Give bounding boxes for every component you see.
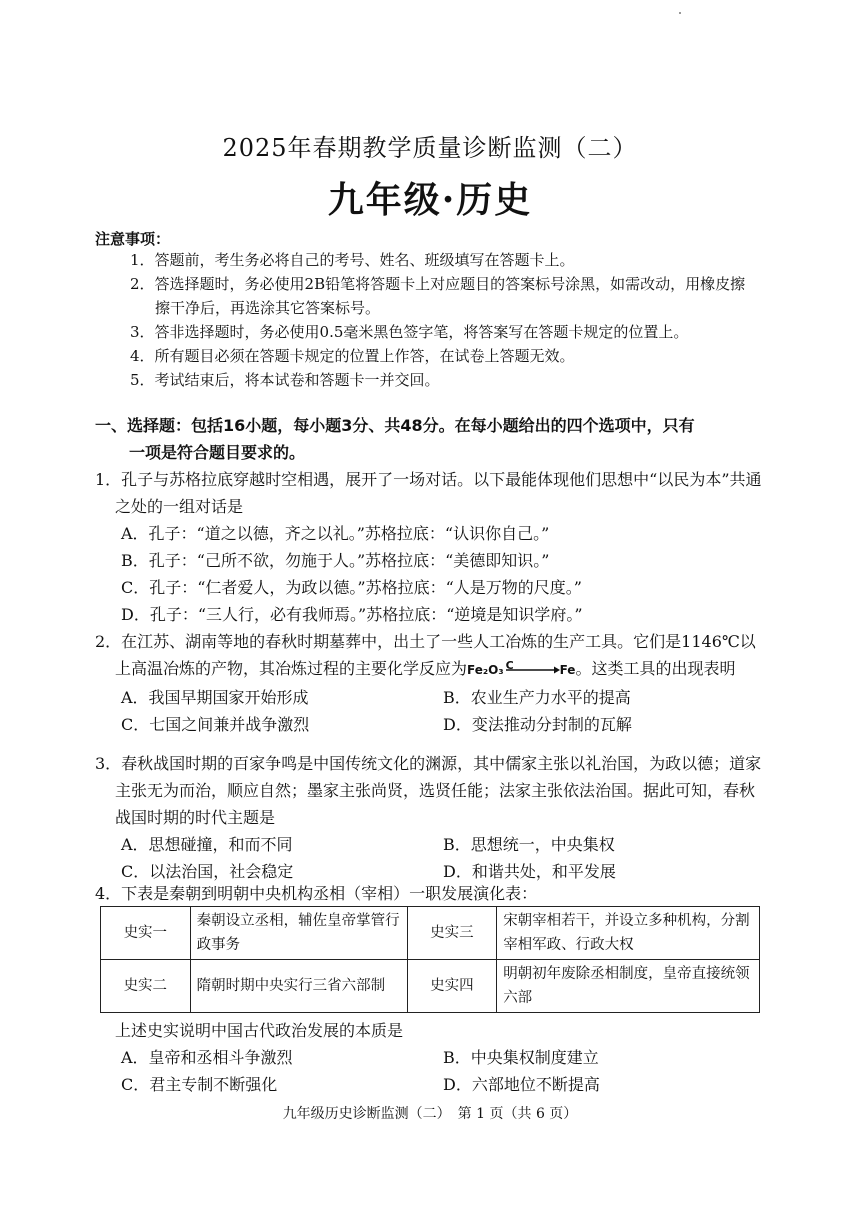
- table-cell: 隋朝时期中央实行三省六部制: [190, 960, 407, 1013]
- table-cell: 秦朝设立丞相，辅佐皇帝掌管行政事务: [190, 907, 407, 960]
- notice-heading: 注意事项：: [95, 230, 171, 248]
- option-a: A．皇帝和丞相斗争激烈: [121, 1048, 293, 1067]
- question-stem: 1．孔子与苏格拉底穿越时空相遇，展开了一场对话。以下最能体现他们思想中“以民为本”共通之处的一组对话是: [95, 470, 762, 516]
- question-followup: 上述史实说明中国古代政治发展的本质是: [115, 1021, 404, 1040]
- history-table: [100, 906, 760, 1013]
- option-b: B．中央集权制度建立: [443, 1048, 599, 1067]
- notice-item: 5．考试结束后，将本试卷和答题卡一并交回。: [130, 371, 440, 389]
- question-1: [95, 466, 765, 628]
- option-c: C．君主专制不断强化: [121, 1075, 278, 1094]
- option-b: B．农业生产力水平的提高: [443, 688, 631, 707]
- reaction-arrow-icon: C: [504, 660, 560, 676]
- notice-item: 2．答选择题时，务必使用2B铅笔将答题卡上对应题目的答案标号涂黑，如需改动，用橡皮擦擦干净后，再选涂其它答案标号。: [130, 275, 746, 317]
- notice-list: [130, 248, 760, 392]
- question-stem: 3．春秋战国时期的百家争鸣是中国传统文化的渊源，其中儒家主张以礼治国，为政以德；道家主张无为而治，顺应自然；墨家主张尚贤，选贤任能；法家主张依法治国。据此可知，春秋战国时期的时代主题是: [95, 754, 762, 827]
- question-stem: 2．在江苏、湖南等地的春秋时期墓葬中，出土了一些人工冶炼的生产工具。它们是1146℃以上高温冶炼的产物，其冶炼过程的主要化学反应为Fe₂O₃ C Fe。这类工具的出现表明: [95, 632, 756, 678]
- exam-subject: 九年级·历史: [327, 179, 533, 221]
- option-a: A．我国早期国家开始形成: [121, 688, 309, 707]
- notice-item: 4．所有题目必须在答题卡规定的位置上作答，在试卷上答题无效。: [130, 347, 575, 365]
- table-row: [101, 907, 760, 960]
- option-a: A．孔子：“道之以德，齐之以礼。”苏格拉底：“认识你自己。”: [121, 524, 550, 543]
- question-2: [95, 628, 765, 738]
- table-cell: 史实三: [407, 907, 497, 960]
- option-d: D．六部地位不断提高: [443, 1075, 600, 1094]
- question-4: [95, 880, 765, 907]
- option-c: C．以法治国，社会稳定: [121, 862, 294, 881]
- option-b: B．思想统一，中央集权: [443, 835, 615, 854]
- table-cell: 宋朝宰相若干，并设立多种机构，分割宰相军政、行政大权: [497, 907, 760, 960]
- question-4-options: [95, 1017, 765, 1098]
- option-d: D．孔子：“三人行，必有我师焉。”苏格拉底：“逆境是知识学府。”: [121, 605, 583, 624]
- table-cell: 明朝初年废除丞相制度，皇帝直接统领六部: [497, 960, 760, 1013]
- question-3: [95, 750, 765, 885]
- question-stem: 4．下表是秦朝到明朝中央机构丞相（宰相）一职发展演化表：: [95, 884, 538, 903]
- scan-speck: [679, 12, 681, 14]
- table-row: [101, 960, 760, 1013]
- chemical-formula: Fe₂O₃ C Fe: [467, 659, 576, 677]
- section-heading: 一、选择题：包括16小题，每小题3分、共48分。在每小题给出的四个选项中，只有 一项是符合题目要求的。: [95, 416, 695, 462]
- table-cell: 史实一: [101, 907, 191, 960]
- option-d: D．变法推动分封制的瓦解: [443, 715, 632, 734]
- option-a: A．思想碰撞，和而不同: [121, 835, 293, 854]
- option-c: C．孔子：“仁者爱人，为政以德。”苏格拉底：“人是万物的尺度。”: [121, 578, 582, 597]
- exam-title: 2025年春期教学质量诊断监测（二）: [222, 134, 638, 162]
- notice-item: 3．答非选择题时，务必使用0.5毫米黑色签字笔，将答案写在答题卡规定的位置上。: [130, 323, 689, 341]
- table-cell: 史实二: [101, 960, 191, 1013]
- page-footer: 九年级历史诊断监测（二） 第 1 页（共 6 页）: [282, 1106, 578, 1122]
- table-cell: 史实四: [407, 960, 497, 1013]
- option-b: B．孔子：“己所不欲，勿施于人。”苏格拉底：“美德即知识。”: [121, 551, 550, 570]
- option-c: C．七国之间兼并战争激烈: [121, 715, 310, 734]
- notice-item: 1．答题前，考生务必将自己的考号、姓名、班级填写在答题卡上。: [130, 251, 575, 269]
- option-d: D．和谐共处，和平发展: [443, 862, 616, 881]
